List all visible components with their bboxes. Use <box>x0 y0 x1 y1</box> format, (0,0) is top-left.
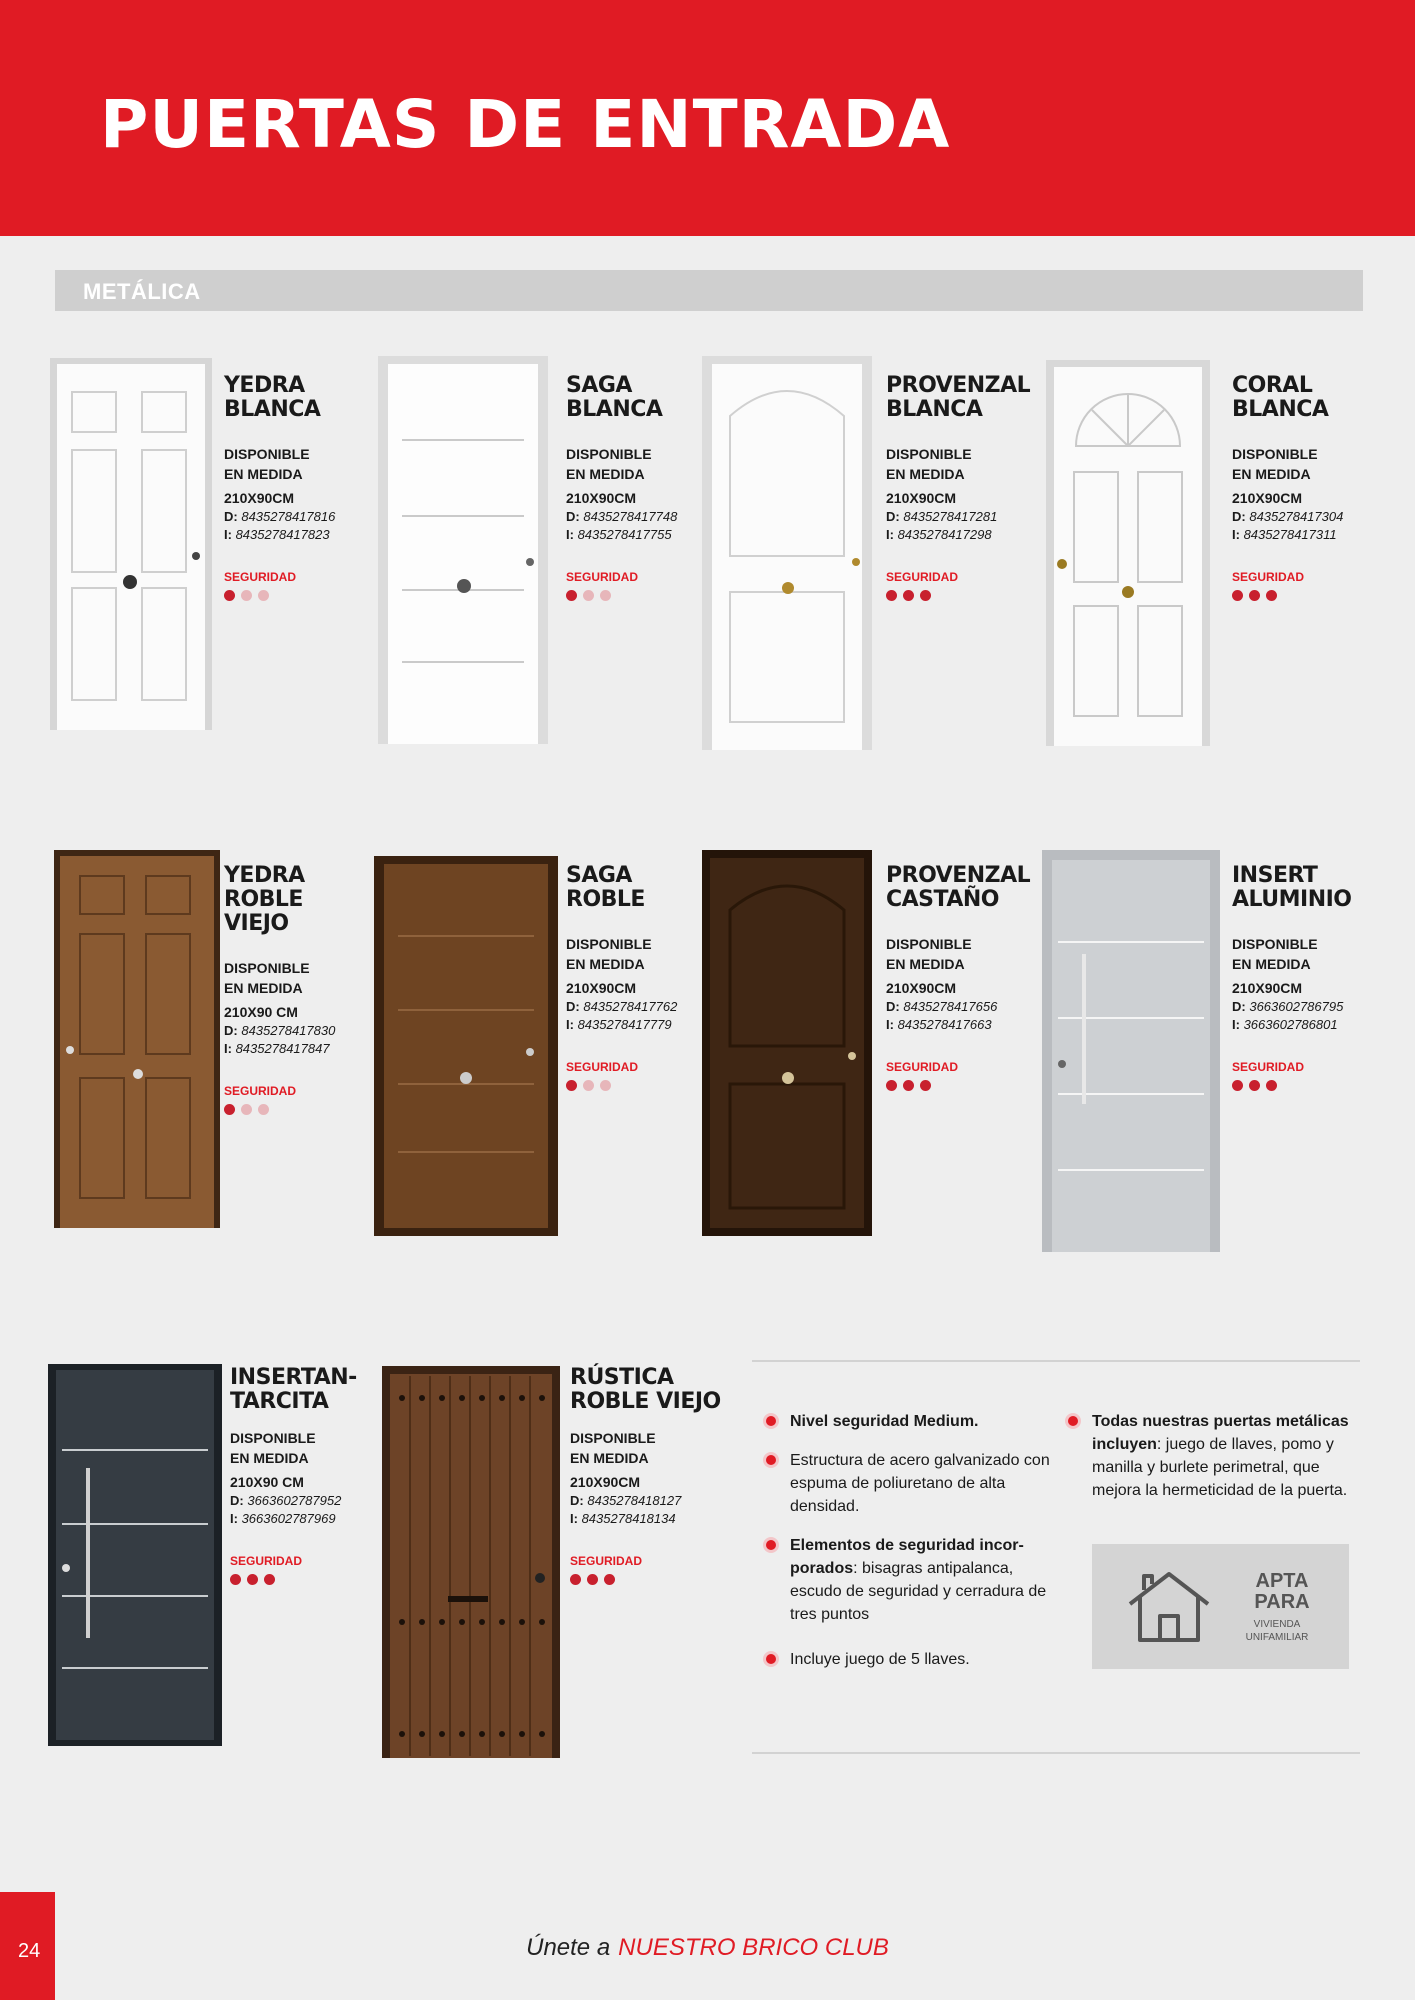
product-info <box>886 863 1031 1091</box>
product-name: SAGA ROBLE <box>566 863 645 912</box>
security-dot <box>1249 590 1260 601</box>
dimensions: 210X90 CM <box>230 1474 304 1490</box>
product-info <box>224 864 364 1115</box>
dimensions: 210X90CM <box>224 490 295 506</box>
footer-club[interactable] <box>0 1934 1415 1962</box>
dimensions: 210X90CM <box>886 980 957 996</box>
security-rating <box>886 590 1026 601</box>
section-title: METÁLICA <box>83 279 201 304</box>
code-i: I: 8435278417298 <box>886 527 992 542</box>
security-label: SEGURIDAD <box>1232 570 1305 584</box>
section-bar <box>55 270 1363 311</box>
code-d: D: 3663602786795 <box>1232 999 1344 1014</box>
availability: DISPONIBLE EN MEDIDA <box>224 446 310 482</box>
code-i: I: 8435278417311 <box>1232 527 1337 542</box>
security-dot <box>258 1104 269 1115</box>
feature-item: Todas nuestras puertas metálicas incluyen: juego de llaves, pomo y manilla y burlete perimetral, que mejora la hermeticidad de la puerta. <box>1066 1410 1366 1502</box>
product-info <box>886 373 1031 601</box>
availability: DISPONIBLE EN MEDIDA <box>886 936 972 972</box>
security-dot <box>1266 1080 1277 1091</box>
door-image-coral-blanca <box>1046 360 1210 746</box>
availability: DISPONIBLE EN MEDIDA <box>566 936 652 972</box>
security-rating <box>224 590 364 601</box>
security-rating <box>230 1574 370 1585</box>
product-info <box>230 1366 370 1585</box>
code-i: I: 8435278417663 <box>886 1017 992 1032</box>
product-name: RÚSTICA ROBLE VIEJO <box>570 1365 721 1414</box>
code-d: D: 8435278418127 <box>570 1493 682 1508</box>
dimensions: 210X90CM <box>570 1474 641 1490</box>
code-i: I: 8435278417823 <box>224 527 330 542</box>
code-d: D: 8435278417830 <box>224 1023 336 1038</box>
security-label: SEGURIDAD <box>886 570 959 584</box>
security-label: SEGURIDAD <box>224 1084 297 1098</box>
security-label: SEGURIDAD <box>566 1060 639 1074</box>
security-dot <box>1266 590 1277 601</box>
features-list-2 <box>1066 1410 1366 1518</box>
apta-badge <box>1092 1544 1349 1669</box>
security-rating <box>886 1080 1026 1091</box>
security-label: SEGURIDAD <box>886 1060 959 1074</box>
security-dot <box>600 590 611 601</box>
security-dot <box>583 590 594 601</box>
code-i: I: 8435278417755 <box>566 527 672 542</box>
code-d: D: 3663602787952 <box>230 1493 342 1508</box>
door-image-yedra-roble-viejo <box>54 850 220 1228</box>
security-rating <box>1232 590 1372 601</box>
code-i: I: 8435278418134 <box>570 1511 676 1526</box>
code-d: D: 8435278417281 <box>886 509 998 524</box>
product-info <box>224 374 364 601</box>
security-label: SEGURIDAD <box>230 1554 303 1568</box>
security-dot <box>886 590 897 601</box>
page-number: 24 <box>18 1940 41 1962</box>
code-d: D: 8435278417656 <box>886 999 998 1014</box>
security-label: SEGURIDAD <box>566 570 639 584</box>
door-image-rustica-roble-viejo <box>382 1366 560 1758</box>
availability: DISPONIBLE EN MEDIDA <box>1232 446 1318 482</box>
security-dot <box>258 590 269 601</box>
door-image-yedra-blanca <box>50 358 212 730</box>
dimensions: 210X90CM <box>566 980 637 996</box>
security-dot <box>587 1574 598 1585</box>
product-name: CORAL BLANCA <box>1232 373 1329 422</box>
door-image-provenzal-blanca <box>702 356 872 750</box>
security-dot <box>903 590 914 601</box>
code-d: D: 8435278417762 <box>566 999 678 1014</box>
security-dot <box>886 1080 897 1091</box>
security-dot <box>920 590 931 601</box>
code-d: D: 8435278417748 <box>566 509 678 524</box>
security-rating <box>566 1080 706 1091</box>
product-info <box>566 374 706 601</box>
product-name: YEDRA BLANCA <box>224 373 321 422</box>
availability: DISPONIBLE EN MEDIDA <box>570 1430 656 1466</box>
apta-subtitle: VIVIENDA UNIFAMILIAR <box>1245 1619 1309 1643</box>
dimensions: 210X90CM <box>1232 980 1303 996</box>
code-d: D: 8435278417816 <box>224 509 336 524</box>
availability: DISPONIBLE EN MEDIDA <box>566 446 652 482</box>
availability: DISPONIBLE EN MEDIDA <box>230 1430 316 1466</box>
page-title: PUERTAS DE ENTRADA <box>100 86 951 163</box>
security-dot <box>230 1574 241 1585</box>
security-dot <box>566 1080 577 1091</box>
feature-item: Elementos de seguridad incor-porados: bisagras antipalanca, escudo de seguridad y cerradura de tres puntos <box>764 1534 1064 1626</box>
product-info <box>566 864 706 1091</box>
security-dot <box>264 1574 275 1585</box>
availability: DISPONIBLE EN MEDIDA <box>886 446 972 482</box>
product-name: YEDRA ROBLE VIEJO <box>224 863 305 936</box>
availability: DISPONIBLE EN MEDIDA <box>224 960 310 996</box>
header-banner <box>0 0 1415 236</box>
house-icon <box>1126 1568 1212 1644</box>
code-i: I: 8435278417847 <box>224 1041 330 1056</box>
security-dot <box>247 1574 258 1585</box>
features-list <box>764 1410 1064 1687</box>
dimensions: 210X90CM <box>566 490 637 506</box>
door-image-saga-blanca <box>378 356 548 744</box>
divider-top <box>752 1360 1360 1362</box>
security-dot <box>566 590 577 601</box>
feature-item: Incluye juego de 5 llaves. <box>764 1648 1064 1671</box>
footer-text: Únete a <box>526 1934 611 1961</box>
door-image-insertantarcita <box>48 1364 222 1746</box>
code-i: I: 8435278417779 <box>566 1017 672 1032</box>
code-i: I: 3663602787969 <box>230 1511 336 1526</box>
feature-item: Nivel seguridad Medium. <box>764 1410 1064 1433</box>
security-dot <box>1249 1080 1260 1091</box>
product-name: INSERT ALUMINIO <box>1232 863 1352 912</box>
product-name: SAGA BLANCA <box>566 373 663 422</box>
security-dot <box>920 1080 931 1091</box>
security-rating <box>224 1104 364 1115</box>
product-name: PROVENZAL CASTAÑO <box>886 863 1031 912</box>
code-i: I: 3663602786801 <box>1232 1017 1338 1032</box>
dimensions: 210X90CM <box>886 490 957 506</box>
security-dot <box>1232 1080 1243 1091</box>
product-info <box>1232 374 1372 601</box>
club-link[interactable]: NUESTRO BRICO CLUB <box>618 1934 889 1961</box>
security-dot <box>241 590 252 601</box>
security-rating <box>570 1574 740 1585</box>
product-info <box>1232 864 1372 1091</box>
security-dot <box>604 1574 615 1585</box>
security-rating <box>1232 1080 1372 1091</box>
divider-bottom <box>752 1752 1360 1754</box>
security-dot <box>903 1080 914 1091</box>
product-name: PROVENZAL BLANCA <box>886 373 1031 422</box>
security-dot <box>1232 590 1243 601</box>
security-dot <box>241 1104 252 1115</box>
security-label: SEGURIDAD <box>570 1554 643 1568</box>
security-dot <box>583 1080 594 1091</box>
product-info <box>570 1366 740 1585</box>
security-rating <box>566 590 706 601</box>
dimensions: 210X90CM <box>1232 490 1303 506</box>
product-name: INSERTAN- TARCITA <box>230 1365 357 1414</box>
security-dot <box>224 1104 235 1115</box>
door-image-insert-aluminio <box>1042 850 1220 1252</box>
availability: DISPONIBLE EN MEDIDA <box>1232 936 1318 972</box>
apta-title: APTA PARA <box>1254 1570 1310 1613</box>
dimensions: 210X90 CM <box>224 1004 298 1020</box>
security-label: SEGURIDAD <box>1232 1060 1305 1074</box>
security-label: SEGURIDAD <box>224 570 297 584</box>
security-dot <box>224 590 235 601</box>
code-d: D: 8435278417304 <box>1232 509 1344 524</box>
door-image-saga-roble <box>374 856 558 1236</box>
feature-item: Estructura de acero galvanizado con espuma de poliuretano de alta densidad. <box>764 1449 1064 1518</box>
security-dot <box>570 1574 581 1585</box>
door-image-provenzal-castano <box>702 850 872 1236</box>
security-dot <box>600 1080 611 1091</box>
